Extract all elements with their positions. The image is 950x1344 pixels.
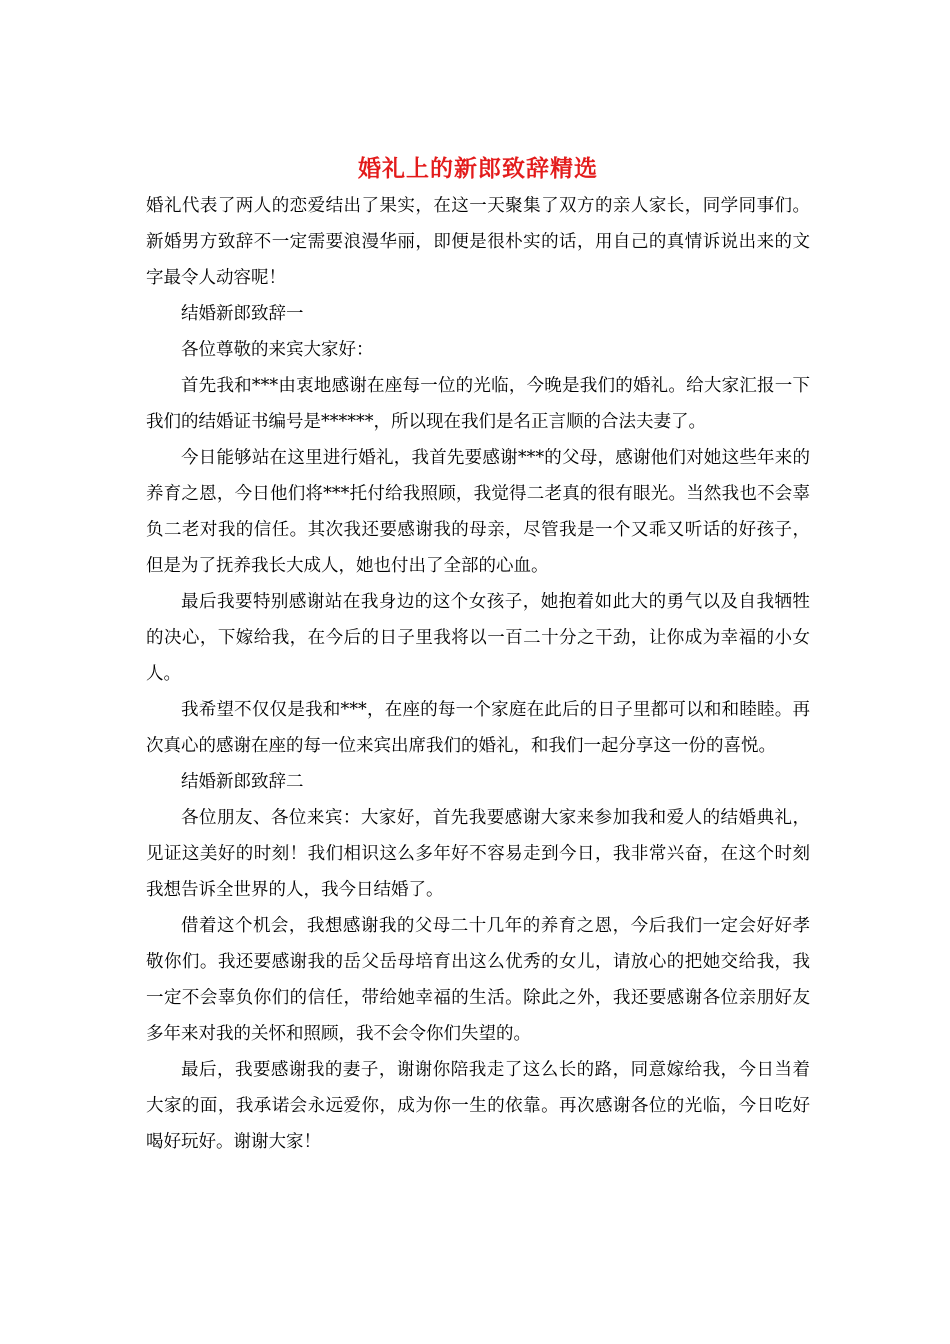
body-paragraph: 最后，我要感谢我的妻子，谢谢你陪我走了这么长的路，同意嫁给我，今日当着大家的面，我承诺会永远爱你，成为你一生的依靠。再次感谢各位的光临，今日吃好喝好玩好。谢谢大家！ <box>146 1060 810 1152</box>
document-title: 婚礼上的新郎致辞精选 <box>358 155 598 182</box>
body-paragraph: 今日能够站在这里进行婚礼，我首先要感谢***的父母，感谢他们对她这些年来的养育之恩，今日他们将***托付给我照顾，我觉得二老真的很有眼光。当然我也不会辜负二老对我的信任。其次我还要感谢我的母亲，尽管我是一个又乖又听话的好孩子，但是为了抚养我长大成人，她也付出了全部的心血。 <box>146 448 810 576</box>
document-page <box>146 150 810 1160</box>
body-paragraph: 首先我和***由衷地感谢在座每一位的光临，今晚是我们的婚礼。给大家汇报一下我们的结婚证书编号是******，所以现在我们是名正言顺的合法夫妻了。 <box>146 376 810 432</box>
body-paragraph: 最后我要特别感谢站在我身边的这个女孩子，她抱着如此大的勇气以及自我牺牲的决心，下嫁给我，在今后的日子里我将以一百二十分之干劲，让你成为幸福的小女人。 <box>146 592 810 684</box>
body-paragraph: 借着这个机会，我想感谢我的父母二十几年的养育之恩，今后我们一定会好好孝敬你们。我还要感谢我的岳父岳母培育出这么优秀的女儿，请放心的把她交给我，我一定不会辜负你们的信任，带给她幸福的生活。除此之外，我还要感谢各位亲朋好友多年来对我的关怀和照顾，我不会令你们失望的。 <box>146 916 810 1044</box>
section-heading-speech-2: 结婚新郎致辞二 <box>181 772 304 792</box>
body-paragraph: 各位朋友、各位来宾：大家好，首先我要感谢大家来参加我和爱人的结婚典礼，见证这美好的时刻！我们相识这么多年好不容易走到今日，我非常兴奋，在这个时刻我想告诉全世界的人，我今日结婚了。 <box>146 808 810 900</box>
body-paragraph: 我希望不仅仅是我和***，在座的每一个家庭在此后的日子里都可以和和睦睦。再次真心的感谢在座的每一位来宾出席我们的婚礼，和我们一起分享这一份的喜悦。 <box>146 700 810 756</box>
salutation-paragraph: 各位尊敬的来宾大家好： <box>181 340 374 360</box>
intro-paragraph: 婚礼代表了两人的恋爱结出了果实，在这一天聚集了双方的亲人家长，同学同事们。新婚男方致辞不一定需要浪漫华丽，即便是很朴实的话，用自己的真情诉说出来的文字最令人动容呢！ <box>146 196 810 288</box>
section-heading-speech-1: 结婚新郎致辞一 <box>181 304 304 324</box>
